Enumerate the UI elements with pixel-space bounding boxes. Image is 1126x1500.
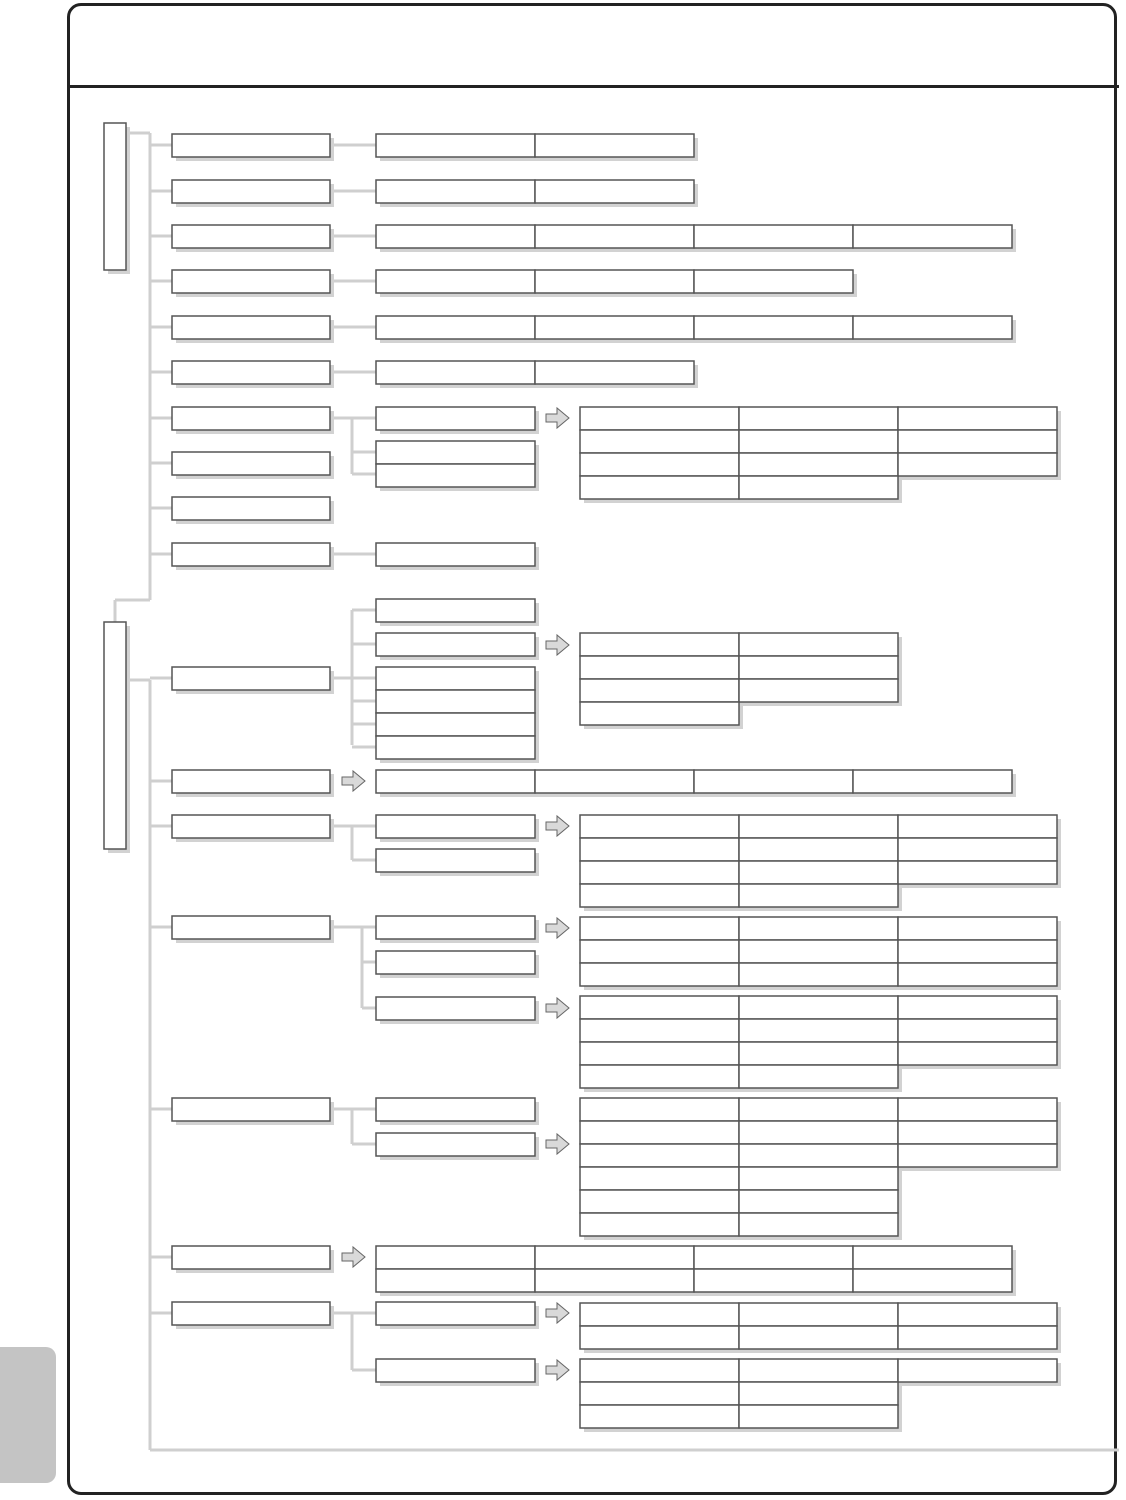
arrow-right-icon [546,1360,569,1380]
menu-item[interactable] [172,225,330,248]
menu-item[interactable] [172,543,330,566]
sub-item[interactable] [376,997,535,1020]
grid-cell[interactable] [739,453,898,476]
option-cell[interactable] [535,134,694,157]
menu-item[interactable] [172,270,330,293]
arrow-right-icon [546,816,569,836]
option-cell[interactable] [535,770,694,793]
sub-item[interactable] [376,951,535,974]
option-cell[interactable] [694,225,853,248]
grid-cell[interactable] [739,430,898,453]
option-cell[interactable] [376,770,535,793]
option-cell[interactable] [853,1246,1012,1269]
option-cell[interactable] [376,225,535,248]
grid-cell[interactable] [739,861,898,884]
grid-cell[interactable] [739,1382,898,1405]
grid-cell[interactable] [580,838,739,861]
sub-item[interactable] [376,815,535,838]
grid-cell[interactable] [739,963,898,986]
menu-item[interactable] [172,180,330,203]
grid-cell[interactable] [898,861,1057,884]
grid-cell[interactable] [580,1098,739,1121]
sub-item[interactable] [376,736,535,759]
option-cell[interactable] [376,1269,535,1292]
grid-cell[interactable] [739,679,898,702]
grid-cell[interactable] [739,1326,898,1349]
option-cell[interactable] [535,316,694,339]
arrow-right-icon [546,408,569,428]
grid-cell[interactable] [898,453,1057,476]
grid-cell[interactable] [739,996,898,1019]
grid-cell[interactable] [739,1144,898,1167]
boxes [104,123,1061,1432]
menu-item[interactable] [172,770,330,793]
grid-cell[interactable] [898,1359,1057,1382]
grid-cell[interactable] [739,633,898,656]
menu-item[interactable] [172,407,330,430]
grid-cell[interactable] [580,861,739,884]
option-cell[interactable] [853,316,1012,339]
arrow-right-icon [546,918,569,938]
sub-item[interactable] [376,1098,535,1121]
grid-cell[interactable] [898,1121,1057,1144]
option-cell[interactable] [535,180,694,203]
option-cell[interactable] [694,270,853,293]
sub-item[interactable] [376,916,535,939]
grid-cell[interactable] [739,1405,898,1428]
sub-item[interactable] [376,1133,535,1156]
grid-cell[interactable] [898,917,1057,940]
option-cell[interactable] [535,361,694,384]
option-cell[interactable] [376,134,535,157]
grid-cell[interactable] [580,963,739,986]
grid-cell[interactable] [739,815,898,838]
grid-cell[interactable] [580,453,739,476]
grid-cell[interactable] [580,996,739,1019]
menu-item[interactable] [172,452,330,475]
sub-item[interactable] [376,1302,535,1325]
grid-cell[interactable] [580,917,739,940]
grid-cell[interactable] [580,1167,739,1190]
grid-cell[interactable] [580,884,739,907]
grid-cell[interactable] [898,1144,1057,1167]
grid-cell[interactable] [898,940,1057,963]
grid-cell[interactable] [739,1065,898,1088]
grid-cell[interactable] [580,1326,739,1349]
option-cell[interactable] [694,1246,853,1269]
grid-cell[interactable] [580,679,739,702]
grid-cell[interactable] [580,1190,739,1213]
option-cell[interactable] [376,361,535,384]
grid-cell[interactable] [580,1065,739,1088]
grid-cell[interactable] [580,407,739,430]
grid-cell[interactable] [580,1042,739,1065]
grid-cell[interactable] [739,1213,898,1236]
grid-cell[interactable] [580,1121,739,1144]
grid-cell[interactable] [739,917,898,940]
sub-item[interactable] [376,1359,535,1382]
option-cell[interactable] [376,1246,535,1269]
grid-cell[interactable] [580,430,739,453]
option-cell[interactable] [853,1269,1012,1292]
arrow-right-icon [546,998,569,1018]
menu-item[interactable] [172,134,330,157]
sub-item[interactable] [376,849,535,872]
sub-item[interactable] [376,543,535,566]
root-item-1[interactable] [104,123,126,270]
grid-cell[interactable] [580,1019,739,1042]
sub-item[interactable] [376,407,535,430]
grid-cell[interactable] [898,1019,1057,1042]
menu-item[interactable] [172,316,330,339]
grid-cell[interactable] [898,430,1057,453]
grid-cell[interactable] [898,1303,1057,1326]
sub-item[interactable] [376,633,535,656]
grid-cell[interactable] [739,1303,898,1326]
sub-item[interactable] [376,599,535,622]
grid-cell[interactable] [739,1359,898,1382]
sub-item[interactable] [376,713,535,736]
menu-item[interactable] [172,667,330,690]
menu-item[interactable] [172,361,330,384]
option-cell[interactable] [535,270,694,293]
option-cell[interactable] [694,770,853,793]
grid-cell[interactable] [739,1019,898,1042]
option-cell[interactable] [376,180,535,203]
grid-cell[interactable] [739,656,898,679]
menu-item[interactable] [172,1302,330,1325]
grid-cell[interactable] [898,1326,1057,1349]
menu-item[interactable] [172,1246,330,1269]
grid-cell[interactable] [898,407,1057,430]
grid-cell[interactable] [898,1098,1057,1121]
grid-cell[interactable] [739,1042,898,1065]
option-cell[interactable] [535,1269,694,1292]
option-cell[interactable] [535,225,694,248]
option-cell[interactable] [694,316,853,339]
grid-cell[interactable] [898,996,1057,1019]
grid-cell[interactable] [580,1303,739,1326]
grid-cell[interactable] [580,1144,739,1167]
root-item-2[interactable] [104,622,126,849]
grid-cell[interactable] [898,963,1057,986]
grid-cell[interactable] [580,940,739,963]
grid-cell[interactable] [898,838,1057,861]
sub-item[interactable] [376,690,535,713]
option-cell[interactable] [376,270,535,293]
menu-item[interactable] [172,497,330,520]
menu-item[interactable] [172,815,330,838]
menu-item[interactable] [172,916,330,939]
arrow-right-icon [342,771,365,791]
grid-cell[interactable] [580,1382,739,1405]
menu-item[interactable] [172,1098,330,1121]
option-cell[interactable] [535,1246,694,1269]
option-cell[interactable] [853,225,1012,248]
arrow-right-icon [546,1303,569,1323]
grid-cell[interactable] [898,1042,1057,1065]
grid-cell[interactable] [739,476,898,499]
grid-cell[interactable] [580,633,739,656]
grid-cell[interactable] [898,815,1057,838]
sub-item[interactable] [376,441,535,464]
grid-cell[interactable] [580,1213,739,1236]
option-cell[interactable] [694,1269,853,1292]
grid-cell[interactable] [739,884,898,907]
arrow-right-icon [342,1247,365,1267]
option-cell[interactable] [853,770,1012,793]
grid-cell[interactable] [739,1167,898,1190]
grid-cell[interactable] [580,702,739,725]
option-cell[interactable] [376,316,535,339]
grid-cell[interactable] [580,476,739,499]
grid-cell[interactable] [739,940,898,963]
grid-cell[interactable] [580,656,739,679]
grid-cell[interactable] [580,815,739,838]
grid-cell[interactable] [739,1190,898,1213]
sub-item[interactable] [376,464,535,487]
sub-item[interactable] [376,667,535,690]
grid-cell[interactable] [739,838,898,861]
grid-cell[interactable] [739,1098,898,1121]
arrow-right-icon [546,1134,569,1154]
grid-cell[interactable] [739,1121,898,1144]
grid-cell[interactable] [580,1359,739,1382]
arrow-right-icon [546,635,569,655]
grid-cell[interactable] [580,1405,739,1428]
grid-cell[interactable] [739,407,898,430]
